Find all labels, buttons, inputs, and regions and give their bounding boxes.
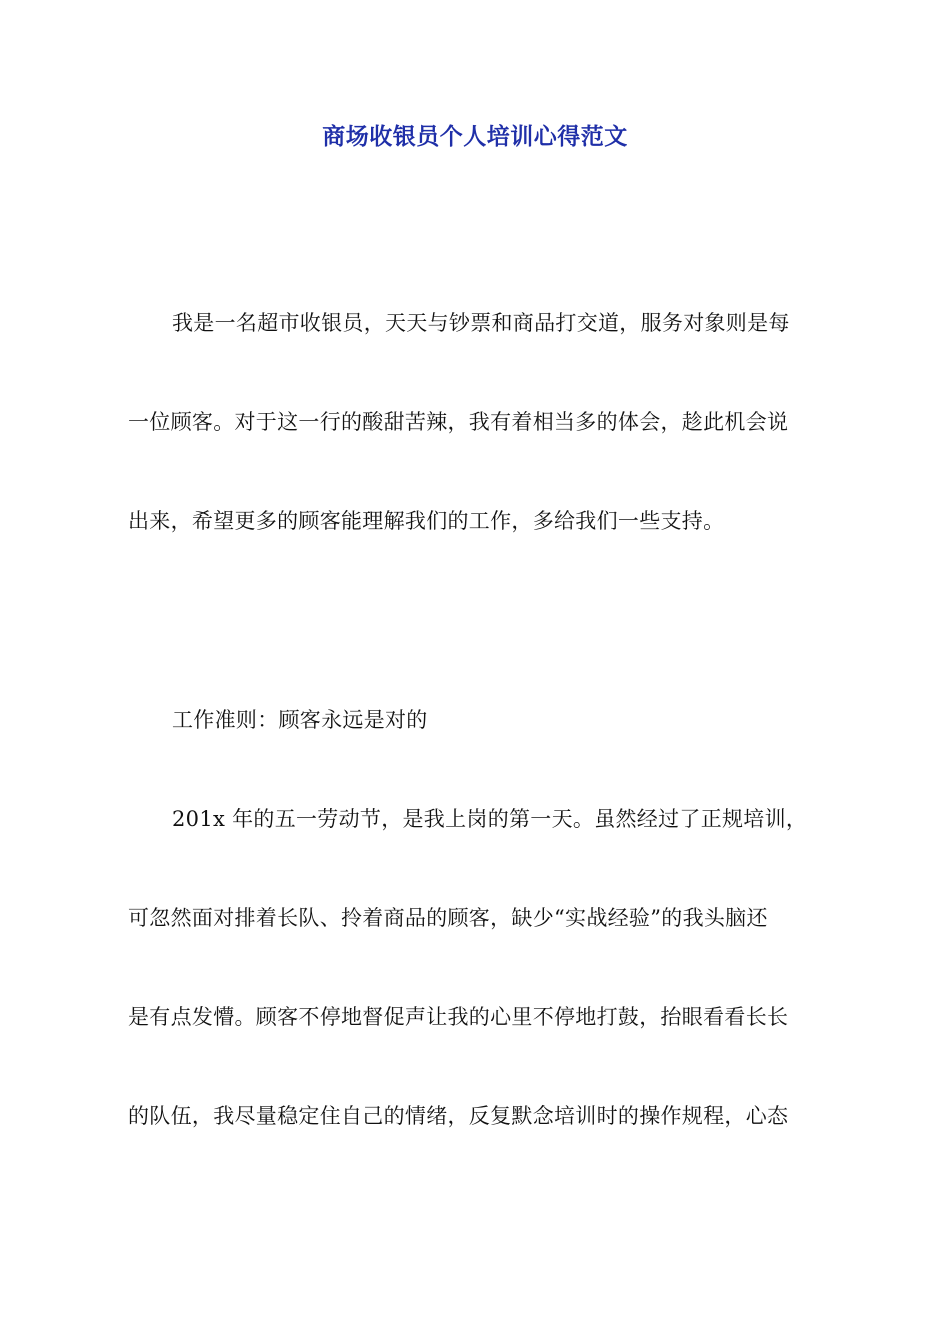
paragraph-line: 我是一名超市收银员，天天与钞票和商品打交道，服务对象则是每 <box>172 311 790 335</box>
document-title: 商场收银员个人培训心得范文 <box>322 124 628 150</box>
paragraph-line: 201x 年的五一劳动节，是我上岗的第一天。虽然经过了正规培训， <box>172 807 808 831</box>
section-heading: 工作准则：顾客永远是对的 <box>172 708 428 732</box>
paragraph-line: 的队伍，我尽量稳定住自己的情绪，反复默念培训时的操作规程，心态 <box>128 1104 789 1128</box>
paragraph-line: 可忽然面对排着长队、拎着商品的顾客，缺少“实战经验”的我头脑还 <box>128 906 768 930</box>
paragraph-line: 一位顾客。对于这一行的酸甜苦辣，我有着相当多的体会，趁此机会说 <box>128 410 789 434</box>
paragraph-line: 是有点发懵。顾客不停地督促声让我的心里不停地打鼓，抬眼看看长长 <box>128 1005 789 1029</box>
paragraph-line: 出来，希望更多的顾客能理解我们的工作，多给我们一些支持。 <box>128 509 725 533</box>
